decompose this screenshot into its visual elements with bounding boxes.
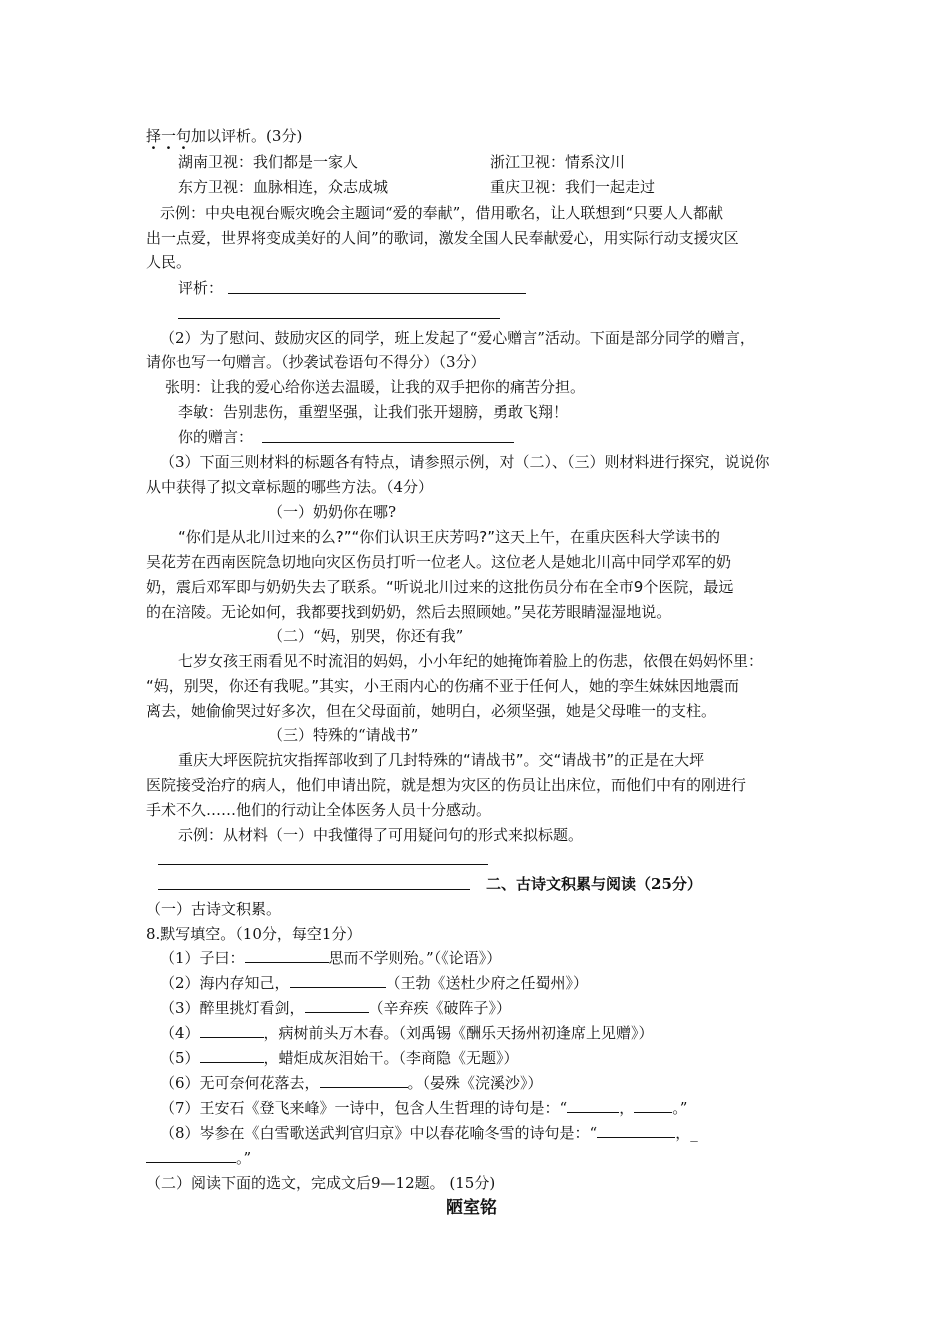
blank[interactable] xyxy=(200,1048,264,1063)
example-line-3: 人民。 xyxy=(146,253,192,271)
q3-line-1: （3）下面三则材料的标题各有特点，请参照示例，对（二）、（三）则材料进行探究，说说你 xyxy=(160,453,770,471)
emphasis-char: 句 xyxy=(176,127,192,145)
answer-line[interactable] xyxy=(158,864,488,865)
material-3-line: 手术不久……他们的行动让全体医务人员十分感动。 xyxy=(146,801,492,819)
q2-line-1: （2）为了慰问、鼓励灾区的同学，班上发起了“爱心赠言”活动。下面是部分同学的赠言， xyxy=(160,329,755,347)
subsection-2: （二）阅读下面的选文，完成文后9—12题。 (15分) xyxy=(146,1174,496,1192)
blank[interactable] xyxy=(597,1123,675,1138)
material-1-line: “你们是从北川过来的么?”“你们认识王庆芳吗?”这天上午，在重庆医科大学读书的 xyxy=(178,528,721,546)
material-2-line: 离去，她偷偷哭过好多次，但在父母面前，她明白，必须坚强，她是父母唯一的支柱。 xyxy=(146,702,717,720)
fill-item-5: （5） ，蜡炬成灰泪始干。（李商隐《无题》） xyxy=(160,1049,519,1067)
material-2-line: 七岁女孩王雨看见不时流泪的妈妈，小小年纪的她掩饰着脸上的伤悲，依偎在妈妈怀里： xyxy=(178,652,764,670)
material-2-line: “妈，别哭，你还有我呢。”其实，小王雨内心的伤痛不亚于任何人，她的孪生妹妹因地震而 xyxy=(146,677,740,695)
fill-item-7: （7）王安石《登飞来峰》一诗中，包含人生哲理的诗句是：“ ， 。” xyxy=(160,1099,688,1117)
material-1-line: 的在涪陵。无论如何，我都要找到奶奶，然后去照顾她。”吴花芳眼睛湿湿地说。 xyxy=(146,603,672,621)
material-1-line: 奶，震后邓军即与奶奶失去了联系。“听说北川过来的这批伤员分布在全市9个医院，最远 xyxy=(146,578,734,596)
pingxi-label: 评析： xyxy=(178,279,224,297)
material-1-title: （一）奶奶你在哪? xyxy=(268,503,397,521)
example-line-1: 示例：中央电视台赈灾晚会主题词“爱的奉献”，借用歌名，让人联想到“只要人人都献 xyxy=(160,204,724,222)
slogan-zhejiang: 浙江卫视：情系汶川 xyxy=(490,153,626,171)
poem-title: 陋室铭 xyxy=(446,1198,497,1218)
q3-line-2: 从中获得了拟文章标题的哪些方法。（4分） xyxy=(146,478,434,496)
example-2: 示例：从材料（一）中我懂得了可用疑问句的形式来拟标题。 xyxy=(178,826,584,844)
fill-item-8: （8）岑参在《白雪歌送武判官归京》中以春花喻冬雪的诗句是：“ ，_ xyxy=(160,1124,698,1142)
example-line-2: 出一点爱，世界将变成美好的人间”的歌词，激发全国人民奉献爱心，用实际行动支援灾区 xyxy=(146,229,739,247)
answer-line[interactable] xyxy=(228,293,526,294)
blank[interactable] xyxy=(290,973,386,988)
material-3-line: 重庆大坪医院抗灾指挥部收到了几封特殊的“请战书”。交“请战书”的正是在大坪 xyxy=(178,751,705,769)
blank[interactable] xyxy=(305,998,369,1013)
subsection-1: （一）古诗文积累。 xyxy=(146,900,282,918)
gift-zhangming: 张明：让我的爱心给你送去温暖，让我的双手把你的痛苦分担。 xyxy=(165,378,586,396)
gift-limin: 李敏：告别悲伤，重塑坚强，让我们张开翅膀，勇敢飞翔！ xyxy=(178,403,569,421)
q2-line-2: 请你也写一句赠言。（抄袭试卷语句不得分）（3分） xyxy=(146,353,486,371)
fill-item-2: （2）海内存知己， （王勃《送杜少府之任蜀州》） xyxy=(160,974,589,992)
slogan-chongqing: 重庆卫视：我们一起走过 xyxy=(490,178,656,196)
slogan-hunan: 湖南卫视：我们都是一家人 xyxy=(178,153,359,171)
blank[interactable] xyxy=(146,1148,236,1163)
answer-line[interactable] xyxy=(158,889,470,890)
material-3-line: 医院接受治疗的病人，他们申请出院，就是想为灾区的伤员让出床位，而他们中有的刚进行 xyxy=(146,776,747,794)
blank[interactable] xyxy=(245,948,329,963)
fill-item-6: （6）无可奈何花落去， 。（晏殊《浣溪沙》） xyxy=(160,1074,543,1092)
answer-line[interactable] xyxy=(178,318,500,319)
fill-item-1: （1）子曰： 思而不学则殆。”（《论语》） xyxy=(160,949,502,967)
material-2-title: （二）“妈，别哭，你还有我” xyxy=(268,627,464,645)
fill-item-8-cont: 。” xyxy=(146,1148,251,1168)
blank[interactable] xyxy=(200,1023,264,1038)
emphasis-char: 择 xyxy=(146,127,162,145)
blank[interactable] xyxy=(320,1073,408,1088)
blank[interactable] xyxy=(634,1098,672,1113)
material-1-line: 吴花芳在西南医院急切地向灾区伤员打听一位老人。这位老人是她北川高中同学邓军的奶 xyxy=(146,553,732,571)
slogan-dongfang: 东方卫视：血脉相连，众志成城 xyxy=(178,178,389,196)
question-intro: 择一句加以评析。(3分) xyxy=(146,127,303,145)
blank[interactable] xyxy=(567,1098,619,1113)
emphasis-char: 一 xyxy=(161,127,177,145)
question-8: 8.默写填空。（10分，每空1分） xyxy=(146,925,362,943)
fill-item-3: （3）醉里挑灯看剑， （辛弃疾《破阵子》） xyxy=(160,999,512,1017)
your-gift-label: 你的赠言： xyxy=(178,428,254,446)
fill-item-4: （4） ，病树前头万木春。（刘禹锡《酬乐天扬州初逢席上见赠》） xyxy=(160,1024,654,1042)
answer-line[interactable] xyxy=(262,442,514,443)
section-2-heading: 二、古诗文积累与阅读（25分） xyxy=(486,875,702,893)
material-3-title: （三）特殊的“请战书” xyxy=(268,726,419,744)
